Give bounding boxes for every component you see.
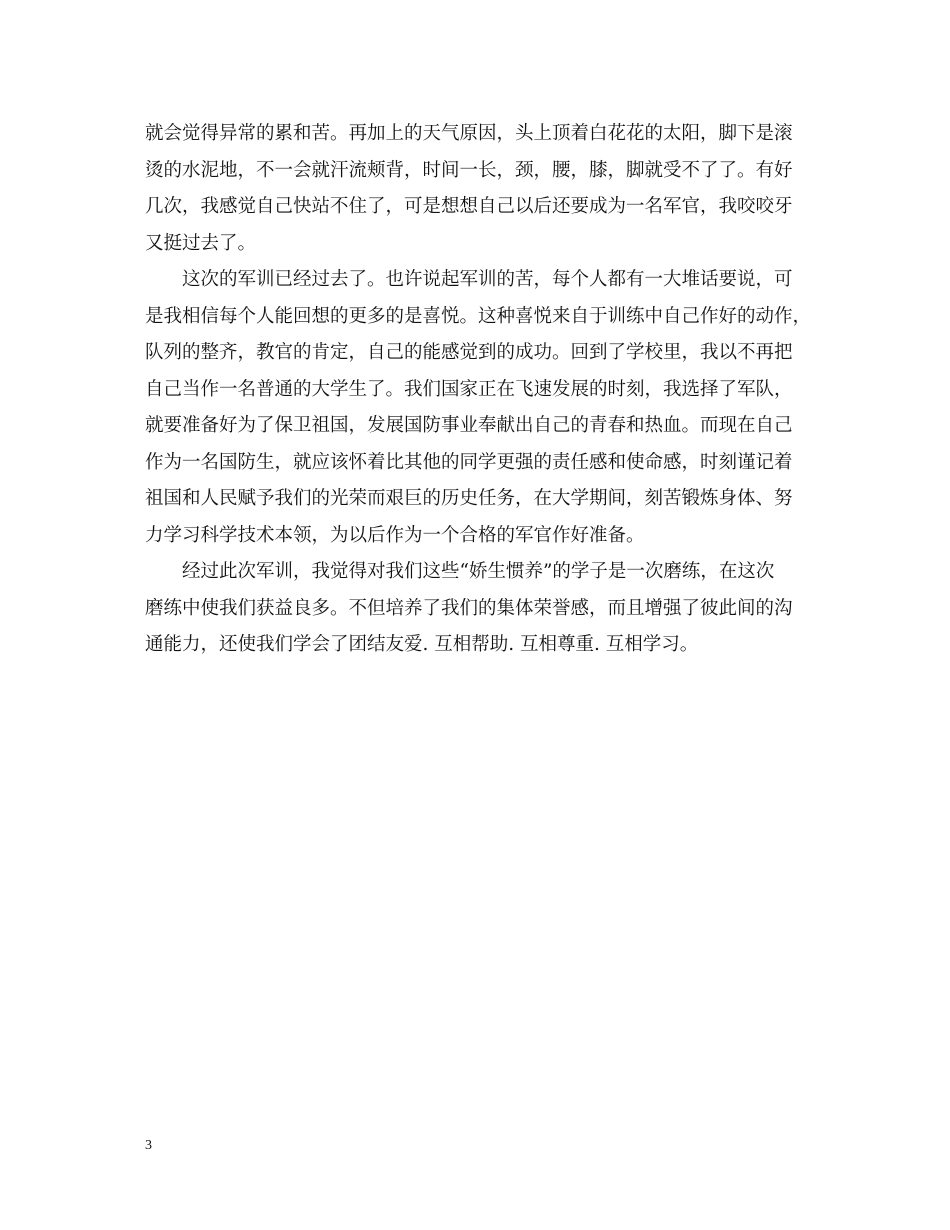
paragraph-line: 作为一名国防生，就应该怀着比其他的同学更强的责任感和使命感，时刻谨记着 <box>145 451 793 473</box>
paragraph-line: 是我相信每个人能回想的更多的是喜悦。这种喜悦来自于训练中自己作好的动作， <box>145 305 812 327</box>
paragraph-line: 通能力，还使我们学会了团结友爱. 互相帮助. 互相尊重. 互相学习。 <box>145 634 699 655</box>
paragraph-line: 就会觉得异常的累和苦。再加上的天气原因，头上顶着白花花的太阳，脚下是滚 <box>145 123 793 144</box>
paragraph-line: 祖国和人民赋予我们的光荣而艰巨的历史任务，在大学期间，刻苦锻炼身体、努 <box>145 488 793 509</box>
paragraph-3 <box>145 554 805 664</box>
paragraph-line: 又挺过去了。 <box>145 232 257 254</box>
paragraph-line: 经过此次军训，我觉得对我们这些“娇生惯养”的学子是一次磨练，在这次 <box>182 561 775 582</box>
paragraph-line: 磨练中使我们获益良多。不但培养了我们的集体荣誉感，而且增强了彼此间的沟 <box>145 597 793 619</box>
paragraph-1 <box>145 116 805 262</box>
paragraph-line: 队列的整齐，教官的肯定，自己的能感觉到的成功。回到了学校里，我以不再把 <box>145 342 793 363</box>
body-text <box>145 116 812 664</box>
paragraph-line: 就要准备好为了保卫祖国，发展国防事业奉献出自己的青春和热血。而现在自己 <box>145 415 793 436</box>
paragraph-line: 烫的水泥地，不一会就汗流颊背，时间一长，颈，腰，膝，脚就受不了了。有好 <box>145 159 793 181</box>
paragraph-line: 几次，我感觉自己快站不住了，可是想想自己以后还要成为一名军官，我咬咬牙 <box>145 196 793 217</box>
paragraph-2 <box>145 262 812 554</box>
page-number: 3 <box>145 1138 152 1153</box>
paragraph-line: 这次的军训已经过去了。也许说起军训的苦，每个人都有一大堆话要说，可 <box>182 269 793 290</box>
paragraph-line: 力学习科学技术本领，为以后作为一个合格的军官作好准备。 <box>145 524 645 546</box>
paragraph-line: 自己当作一名普通的大学生了。我们国家正在飞速发展的时刻，我选择了军队， <box>145 378 793 400</box>
